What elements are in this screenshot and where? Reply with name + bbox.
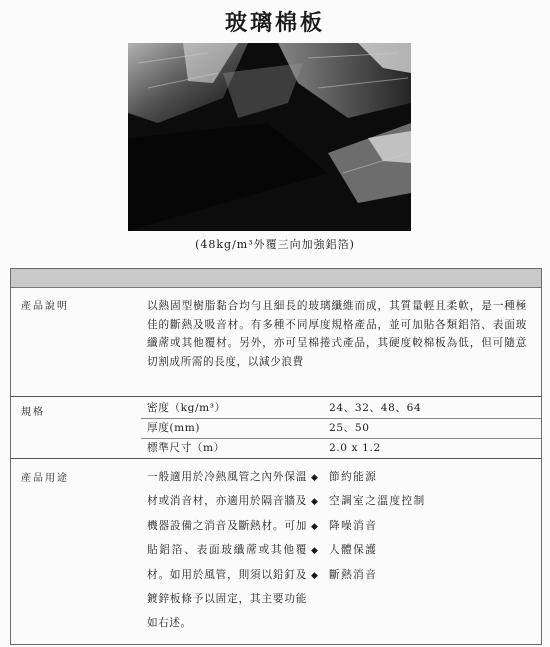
spec-size-name: 標準尺寸（m） — [147, 442, 225, 454]
bullet-text: 斷熱消音 — [329, 568, 378, 581]
spec-size-value: 2.0 x 1.2 — [329, 442, 381, 454]
usage-bullet — [311, 465, 511, 489]
diamond-bullet-icon: ◆ — [311, 473, 320, 483]
bullet-text: 人體保護 — [329, 544, 378, 557]
diamond-bullet-icon: ◆ — [311, 570, 320, 581]
usage-bullet — [311, 514, 511, 538]
table-header-band — [11, 269, 541, 288]
page-title: 玻璃棉板 — [224, 10, 325, 36]
description-label: 產品說明 — [21, 301, 69, 312]
usage-text: 一般適用於冷熱風管之內外保溫材或消音材，亦適用於隔音牆及機器設備之消音及斷熱材。可加貼鋁箔、表面玻纖蓆或其他覆材。如用於風管，則須以鉛釘及鍍鋅板條予以固定，其主要功能如右述。 — [147, 471, 307, 630]
row-divider — [11, 396, 541, 397]
spec-density-name: 密度（kg/m³） — [147, 402, 226, 414]
product-spec-table — [10, 268, 542, 645]
usage-bullet — [311, 489, 511, 513]
spec-label: 規格 — [21, 407, 45, 418]
row-divider — [11, 458, 541, 459]
bullet-text: 降噪消音 — [329, 519, 378, 532]
photo-caption: (48kg/m³外覆三向加強鋁箔) — [195, 238, 355, 251]
spec-density-value: 24、32、48、64 — [329, 402, 422, 414]
description-text: 以熱固型樹脂黏合均勻且細長的玻璃纖維而成，其質量輕且柔軟，是一種極佳的斷熱及吸音材。有多種不同厚度規格產品，並可加貼各類鋁箔、表面玻纖蓆或其他覆材。另外，亦可呈棉捲式產品，其硬度較棉板為低，但可隨意切割成所需的長度，以減少浪費 — [147, 300, 527, 368]
bullet-text: 節約能源 — [329, 471, 378, 483]
glass-wool-board-photo — [128, 43, 411, 231]
usage-bullet — [311, 563, 511, 587]
usage-bullet-list — [311, 465, 511, 587]
diamond-bullet-icon: ◆ — [311, 521, 320, 532]
diamond-bullet-icon: ◆ — [311, 497, 320, 508]
usage-bullet — [311, 538, 511, 562]
spec-thickness-value: 25、50 — [329, 422, 370, 434]
usage-label: 產品用途 — [21, 473, 69, 484]
diamond-bullet-icon: ◆ — [311, 546, 320, 557]
photo-illustration — [128, 43, 411, 231]
spec-thickness-name: 厚度(mm) — [147, 422, 201, 434]
bullet-text: 空調室之溫度控制 — [329, 495, 426, 508]
